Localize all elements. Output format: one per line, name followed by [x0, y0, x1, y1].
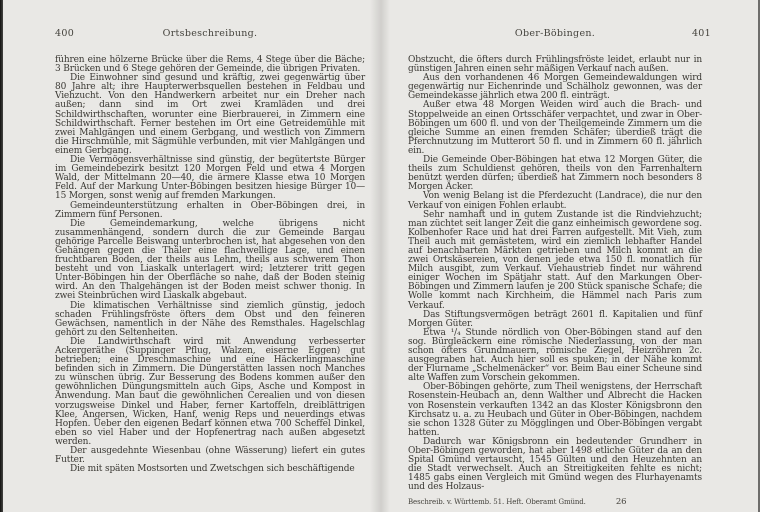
- page-right-footer: [408, 497, 702, 507]
- paragraph: Die Gemeindemarkung, welche übrigens nicht zusammenhängend, sondern durch die zur Gemeinde Bargau gehörige Parcelle Beiswang unterbrochen ist, hat abgesehen von den Gehängen gegen die Thäler eine flachwellige Lage, und einen fruchtbaren Boden, der theils aus Lehm, theils aus schwerem Thon besteht und von Liaskalk unterlagert wird; letzterer tritt gegen Unter-Böbingen hin der Oberfläche so nahe, daß der Boden steinig wird. An den Thalgehängen ist der Boden meist schwer thonig. In zwei Steinbrüchen wird Liaskalk abgebaut.: [55, 218, 365, 302]
- paragraph: Die Landwirthschaft wird mit Anwendung verbesserter Ackergeräthe (Suppinger Pflug, Walzen, eiserne Eggen) gut betrieben; eine Dreschmaschine und eine Häckerlingmaschine befinden sich in Zimmern. Die Düngerstätten lassen noch Manches zu wünschen übrig. Zur Besserung des Bodens kommen außer den gewöhnlichen Düngungsmitteln auch Gips, Asche und Kompost in Anwendung. Man baut die gewöhnlichen Cerealien und von diesen vorzugsweise Dinkel und Haber, ferner Kartoffeln, dreiblättrigen Klee, Angersen, Wicken, Hanf, wenig Reps und neuerdings etwas Hopfen. Ueber den eigenen Bedarf können etwa 700 Scheffel Dinkel, eben so viel Haber und der Hopfenertrag nach außen abgesetzt werden.: [55, 336, 365, 447]
- paragraph: Die mit späten Mostsorten und Zwetschgen sich beschäftigende: [70, 464, 355, 475]
- page-left-body: [55, 56, 365, 474]
- footer-signature: Beschreib. v. Württemb. 51. Heft. Oberamt Gmünd.: [408, 497, 586, 506]
- page-gutter-shadow: [370, 0, 390, 512]
- paragraph: Die Gemeinde Ober-Böbingen hat etwa 12 Morgen Güter, die theils zum Schuldienst gehören, theils von den Farrenhaltern benützt werden dürfen; überdieß hat Zimmern noch besonders 8 Morgen Äcker.: [408, 155, 702, 193]
- running-header-left: Ortsbeschreibung.: [162, 28, 258, 39]
- paragraph: Der ausgedehnte Wiesenbau (ohne Wässerung) liefert ein gutes Futter.: [55, 446, 365, 466]
- paragraph: Die Vermögensverhältnisse sind günstig, der begütertste Bürger im Gemeindebezirk besitzt 120 Morgen Feld und etwa 4 Morgen Wald, der Mittelmann 20—40, die ärmere Klasse etwa 10 Morgen Feld. Auf der Markung Unter-Böbingen besitzen hiesige Bürger 10—15 Morgen, sonst wenig auf fremden Markungen.: [55, 155, 365, 202]
- page-left-header: [55, 28, 365, 41]
- paragraph: Aus den vorhandenen 46 Morgen Gemeindewaldungen wird gegenwärtig nur Eichenrinde und Schälholz gewonnen, was der Gemeindekasse jährlich etwa 200 fl. einträgt.: [408, 73, 702, 102]
- paragraph: Dadurch war Königsbronn ein bedeutender Grundherr in Ober-Böbingen geworden, hat aber 1498 etliche Güter da an den Spital Gmünd vertauscht, 1545 Gülten und den Heuzehnten an die Stadt verwechselt. Auch an Streitigkeiten fehlte es nicht; 1485 gabs einen Vergleich mit Gmünd wegen des Flurhayenamts und des Holzaus-: [408, 436, 702, 493]
- page-left: [55, 28, 365, 474]
- running-header-right: Ober-Böbingen.: [514, 28, 596, 39]
- paragraph: Ober-Böbingen gehörte, zum Theil wenigstens, der Herrschaft Rosenstein-Heubach an, denn Walther und Albrecht die Hacken von Rosenstein verkauften 1342 an das Kloster Königsbronn den Kirchsatz u. a. zu Heubach und Güter in Ober-Böbingen, nachdem sie schon 1328 Güter zu Mögglingen und Ober-Böbingen vergabt hatten.: [408, 382, 702, 438]
- paragraph: Außer etwa 48 Morgen Weiden wird auch die Brach- und Stoppelweide an einen Ortsschäfer verpachtet, und zwar in Ober-Böbingen um 600 fl. und von der Theilgemeinde Zimmern um die gleiche Summe an einen fremden Schäfer; überdieß trägt die Pferchnutzung im Mutterort 50 fl. und in Zimmern 60 fl. jährlich ein.: [408, 100, 702, 156]
- page-right-header: [408, 28, 711, 41]
- paragraph: Das Stiftungsvermögen beträgt 2601 fl. Kapitalien und fünf Morgen Güter.: [408, 309, 702, 329]
- page-right: [408, 28, 711, 507]
- page-right-body: [408, 56, 702, 493]
- scan-edge-left: [0, 0, 3, 512]
- page-number-left: 400: [55, 28, 75, 39]
- paragraph: Sehr namhaft und in gutem Zustande ist die Rindviehzucht; man züchtet seit langer Zeit die ganz einheimisch gewordene sog. Kolbenhofer Race und hat drei Farren aufgestellt. Mit Vieh, zum Theil auch mit gemästetem, wird ein ziemlich lebhafter Handel auf benachbarten Märkten getrieben und Milch kommt an die zwei Ortskäsereien, von denen jede etwa 150 fl. monatlich für Milch ausgibt, zum Verkauf. Viehaustrieb findet nur während einiger Wochen im Spätjahr statt. Auf den Markungen Ober-Böbingen und Zimmern laufen je 200 Stück spanische Schafe; die Wolle kommt nach Kirchheim, die Hämmel nach Paris zum Verkauf.: [408, 209, 702, 311]
- paragraph: führen eine hölzerne Brücke über die Rems, 4 Stege über die Bäche; 3 Brücken und 6 Stege gehören der Gemeinde, die übrigen Privaten.: [55, 55, 365, 75]
- paragraph: Gemeindeunterstützung erhalten in Ober-Böbingen drei, in Zimmern fünf Personen.: [55, 200, 365, 220]
- paragraph: Die klimatischen Verhältnisse sind ziemlich günstig, jedoch schaden Frühlingsfröste öfters dem Obst und den feineren Gewächsen, namentlich in der Nähe des Remsthales. Hagelschlag gehört zu den Seltenheiten.: [55, 300, 365, 338]
- footer-sheet-number: 26: [615, 496, 627, 507]
- paragraph: Von wenig Belang ist die Pferdezucht (Landrace), die nur den Verkauf von einigen Fohlen erlaubt.: [408, 191, 702, 211]
- page-number-right: 401: [691, 28, 711, 39]
- paragraph: Die Einwohner sind gesund und kräftig, zwei gegenwärtig über 80 Jahre alt; ihre Haupterwerbsquellen bestehen in Feldbau und Viehzucht. Von den Handwerkern arbeitet nur ein Dreher nach außen; dann sind im Ort zwei Kramläden und drei Schildwirthschaften, worunter eine Bierbrauerei, in Zimmern eine Schildwirthschaft. Ferner bestehen im Ort eine Getreidemühle mit zwei Mahlgängen und einem Gerbgang, und westlich von Zimmern die Hirschmühle, mit Sägmühle verbunden, mit vier Mahlgängen und einem Gerbgang.: [55, 73, 365, 156]
- paragraph: Obstzucht, die öfters durch Frühlingsfröste leidet, erlaubt nur in günstigen Jahren einen sehr mäßigen Verkauf nach außen.: [408, 55, 702, 75]
- paragraph: Etwa ¹/₄ Stunde nördlich von Ober-Böbingen stand auf den sog. Bürgleäckern eine römische Niederlassung, von der man schon öfters Grundmauern, römische Ziegel, Heizröhren 2c. ausgegraben hat. Auch hier soll es spuken; in der Nähe kommt der Flurname „Schelmenäcker“ vor. Beim Bau einer Scheune sind alte Waffen zum Vorschein gekommen.: [408, 327, 702, 384]
